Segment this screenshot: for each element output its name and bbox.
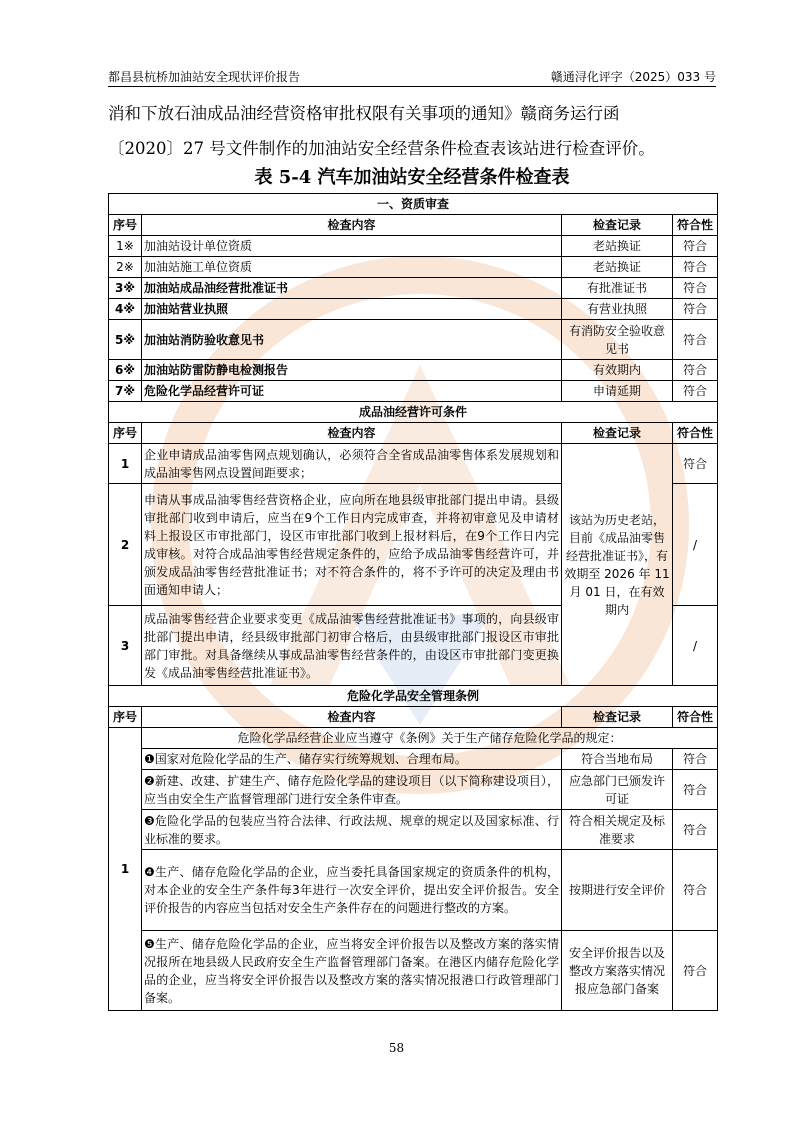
- table-row: [109, 236, 718, 257]
- row-conform: 符合: [673, 257, 718, 278]
- row-content: 企业申请成品油零售网点规划确认，必须符合全省成品油零售体系发展规划和成品油零售网点设置间距要求；: [142, 444, 562, 484]
- row-no: 3※: [109, 278, 142, 299]
- col-header-no: 序号: [109, 707, 142, 728]
- row-content: 申请从事成品油零售经营资格企业，应向所在地县级审批部门提出申请。县级审批部门收到申请后，应当在9个工作日内完成审查，并将初审意见及申请材料上报设区市审批部门，设区市审批部门收到上报材料后，在9个工作日内完成审核。对符合成品油零售经营规定条件的，应给予成品油零售经营许可，并颁发成品油零售经营批准证书；对不符合条件的，将不予许可的决定及理由书面通知申请人；: [142, 484, 562, 606]
- col-header-content: 检查内容: [142, 423, 562, 444]
- merged-record: 该站为历史老站，目前《成品油零售经营批准证书》，有效期至 2026 年 11 月 01 日，在有效期内: [562, 444, 673, 686]
- table-row: [109, 381, 718, 402]
- col-header-content: 检查内容: [142, 707, 562, 728]
- section-title: 危险化学品安全管理条例: [109, 686, 718, 707]
- row-record: 安全评价报告以及整改方案落实情况报应急部门备案: [562, 931, 673, 1011]
- table-row: [109, 257, 718, 278]
- row-no: 2: [109, 484, 142, 606]
- table-row: [109, 749, 718, 770]
- header-right: 赣通浔化评字（2025）033 号: [550, 70, 716, 84]
- table-row: [109, 728, 718, 749]
- row-content: 加油站施工单位资质: [142, 257, 562, 278]
- section-title: 一、资质审查: [109, 194, 718, 215]
- row-conform: 符合: [673, 320, 718, 360]
- table-header-row: [109, 215, 718, 236]
- row-content: 加油站设计单位资质: [142, 236, 562, 257]
- row-no: 1※: [109, 236, 142, 257]
- row-no: 6※: [109, 360, 142, 381]
- table-row: [109, 320, 718, 360]
- col-header-conform: 符合性: [673, 215, 718, 236]
- page-number: 58: [388, 1041, 405, 1055]
- row-content: ❶国家对危险化学品的生产、储存实行统筹规划、合理布局。: [142, 749, 562, 770]
- row-conform: 符合: [673, 810, 718, 850]
- section-title: 成品油经营许可条件: [109, 402, 718, 423]
- row-content: ❺生产、储存危险化学品的企业，应当将安全评价报告以及整改方案的落实情况报所在地县级人民政府安全生产监督管理部门备案。在港区内储存危险化学品的企业，应当将安全评价报告以及整改方案的落实情况报港口行政管理部门备案。: [142, 931, 562, 1011]
- table-header-row: [109, 423, 718, 444]
- table-row: [109, 931, 718, 1011]
- table-header-row: [109, 707, 718, 728]
- row-conform: 符合: [673, 278, 718, 299]
- row-conform: 符合: [673, 360, 718, 381]
- row-conform: 符合: [673, 236, 718, 257]
- row-record: 申请延期: [562, 381, 673, 402]
- row-no: 4※: [109, 299, 142, 320]
- row-conform: 符合: [673, 381, 718, 402]
- row-no: 1: [109, 728, 142, 1011]
- intro-line-2: 〔2020〕27 号文件制作的加油站安全经营条件检查表该站进行检查评价。: [108, 139, 655, 158]
- col-header-no: 序号: [109, 215, 142, 236]
- row-record: 有效期内: [562, 360, 673, 381]
- row-content: 加油站防雷防静电检测报告: [142, 360, 562, 381]
- col-header-record: 检查记录: [562, 707, 673, 728]
- table-row: [109, 278, 718, 299]
- row-conform: 符合: [673, 850, 718, 931]
- col-header-record: 检查记录: [562, 423, 673, 444]
- row-content: ❷新建、改建、扩建生产、储存危险化学品的建设项目（以下简称建设项目），应当由安全生产监督管理部门进行安全条件审查。: [142, 770, 562, 810]
- table-row: [109, 770, 718, 810]
- row-content: 加油站营业执照: [142, 299, 562, 320]
- row-record: 按期进行安全评价: [562, 850, 673, 931]
- table-row: [109, 810, 718, 850]
- row-no: 1: [109, 444, 142, 484]
- row-conform: /: [673, 606, 718, 686]
- table-row: [109, 299, 718, 320]
- row-record: 老站换证: [562, 236, 673, 257]
- col-header-conform: 符合性: [673, 423, 718, 444]
- row-conform: 符合: [673, 749, 718, 770]
- intro-line-1: 消和下放石油成品油经营资格审批权限有关事项的通知》赣商务运行函: [108, 104, 620, 123]
- row-record: 符合相关规定及标准要求: [562, 810, 673, 850]
- row-no: 5※: [109, 320, 142, 360]
- row-conform: 符合: [673, 444, 718, 484]
- table-row: [109, 444, 718, 484]
- col-header-conform: 符合性: [673, 707, 718, 728]
- col-header-content: 检查内容: [142, 215, 562, 236]
- row-content: 成品油零售经营企业要求变更《成品油零售经营批准证书》事项的，向县级审批部门提出申请，经县级审批部门初审合格后，由县级审批部门报设区市审批部门审批。对具备继续从事成品油零售经营条件的，由设区市审批部门变更换发《成品油零售经营批准证书》。: [142, 606, 562, 686]
- table-row: [109, 850, 718, 931]
- table-row: [109, 360, 718, 381]
- row-record: 有营业执照: [562, 299, 673, 320]
- row-no: 7※: [109, 381, 142, 402]
- row-record: 老站换证: [562, 257, 673, 278]
- row-no: 3: [109, 606, 142, 686]
- section-intro: 危险化学品经营企业应当遵守《条例》关于生产储存危险化学品的规定：: [142, 728, 718, 749]
- header-left: 都昌县杭桥加油站安全现状评价报告: [108, 70, 301, 84]
- row-conform: 符合: [673, 770, 718, 810]
- row-conform: 符合: [673, 299, 718, 320]
- row-record: 有消防安全验收意见书: [562, 320, 673, 360]
- row-conform: 符合: [673, 931, 718, 1011]
- row-content: 加油站成品油经营批准证书: [142, 278, 562, 299]
- col-header-no: 序号: [109, 423, 142, 444]
- col-header-record: 检查记录: [562, 215, 673, 236]
- row-record: 有批准证书: [562, 278, 673, 299]
- row-no: 2※: [109, 257, 142, 278]
- row-record: 应急部门已颁发许可证: [562, 770, 673, 810]
- table-title: 表 5-4 汽车加油站安全经营条件检查表: [254, 167, 570, 188]
- row-content: ❹生产、储存危险化学品的企业，应当委托具备国家规定的资质条件的机构，对本企业的安全生产条件每3年进行一次安全评价，提出安全评价报告。安全评价报告的内容应当包括对安全生产条件存在的问题进行整改的方案。: [142, 850, 562, 931]
- row-record: 符合当地布局: [562, 749, 673, 770]
- row-content: 危险化学品经营许可证: [142, 381, 562, 402]
- row-conform: /: [673, 484, 718, 606]
- header-divider: [108, 86, 716, 87]
- row-content: 加油站消防验收意见书: [142, 320, 562, 360]
- inspection-table: [108, 193, 718, 1011]
- row-content: ❸危险化学品的包装应当符合法律、行政法规、规章的规定以及国家标准、行业标准的要求。: [142, 810, 562, 850]
